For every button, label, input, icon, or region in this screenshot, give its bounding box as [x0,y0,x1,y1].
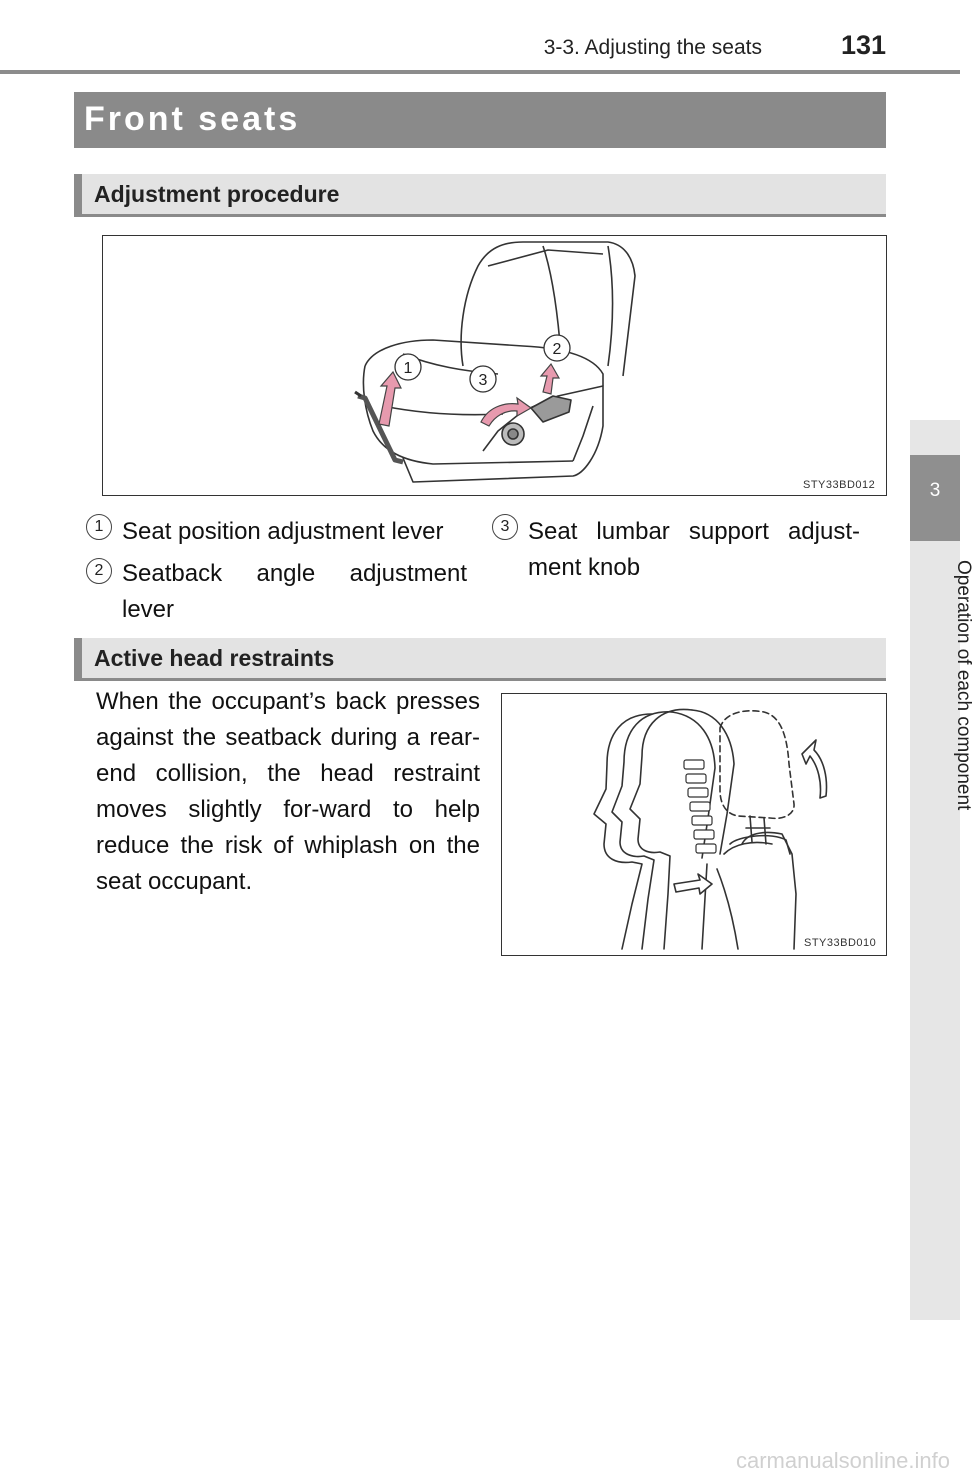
subheading-adjustment [74,174,886,217]
subheading-adjustment-text: Adjustment procedure [94,181,340,207]
section-title: Front seats [84,100,301,138]
item-number-1: 1 [86,514,112,540]
running-header-section: 3-3. Adjusting the seats [543,36,762,59]
callout-2: 2 [552,341,562,358]
head-restraint-illustration [502,694,886,955]
chapter-side-tab [910,420,960,1320]
figure-code-2: STY33BD010 [804,937,877,949]
head-restraint-figure [501,693,887,956]
item-text-1: Seat position adjustment lever [122,518,444,545]
callout-1: 1 [403,360,413,377]
seat-illustration [103,236,886,495]
subheading-head-restraints-text: Active head restraints [94,645,335,671]
item-number-2: 2 [86,558,112,584]
item-text-2: Seatback angle adjustment lever [122,560,467,623]
watermark: carmanualsonline.info [735,1448,950,1473]
subheading-head-restraints [74,638,886,681]
callout-3: 3 [478,372,488,389]
item-number-3: 3 [492,514,518,540]
section-title-bar [74,92,886,148]
head-restraints-body: When the occupant’s back presses against the seatback during a rear-end collision, the head restraint moves slightly for-ward to help reduce the risk of whiplash on the seat occupant. [96,688,480,895]
header-rule [0,70,960,74]
item-text-3: Seat lumbar support adjust-ment knob [528,518,860,581]
chapter-title: Operation of each component [953,560,974,811]
figure-code-1: STY33BD012 [803,479,876,491]
seat-adjustment-figure [102,235,887,496]
page-number: 131 [840,30,886,60]
chapter-number: 3 [929,480,941,501]
